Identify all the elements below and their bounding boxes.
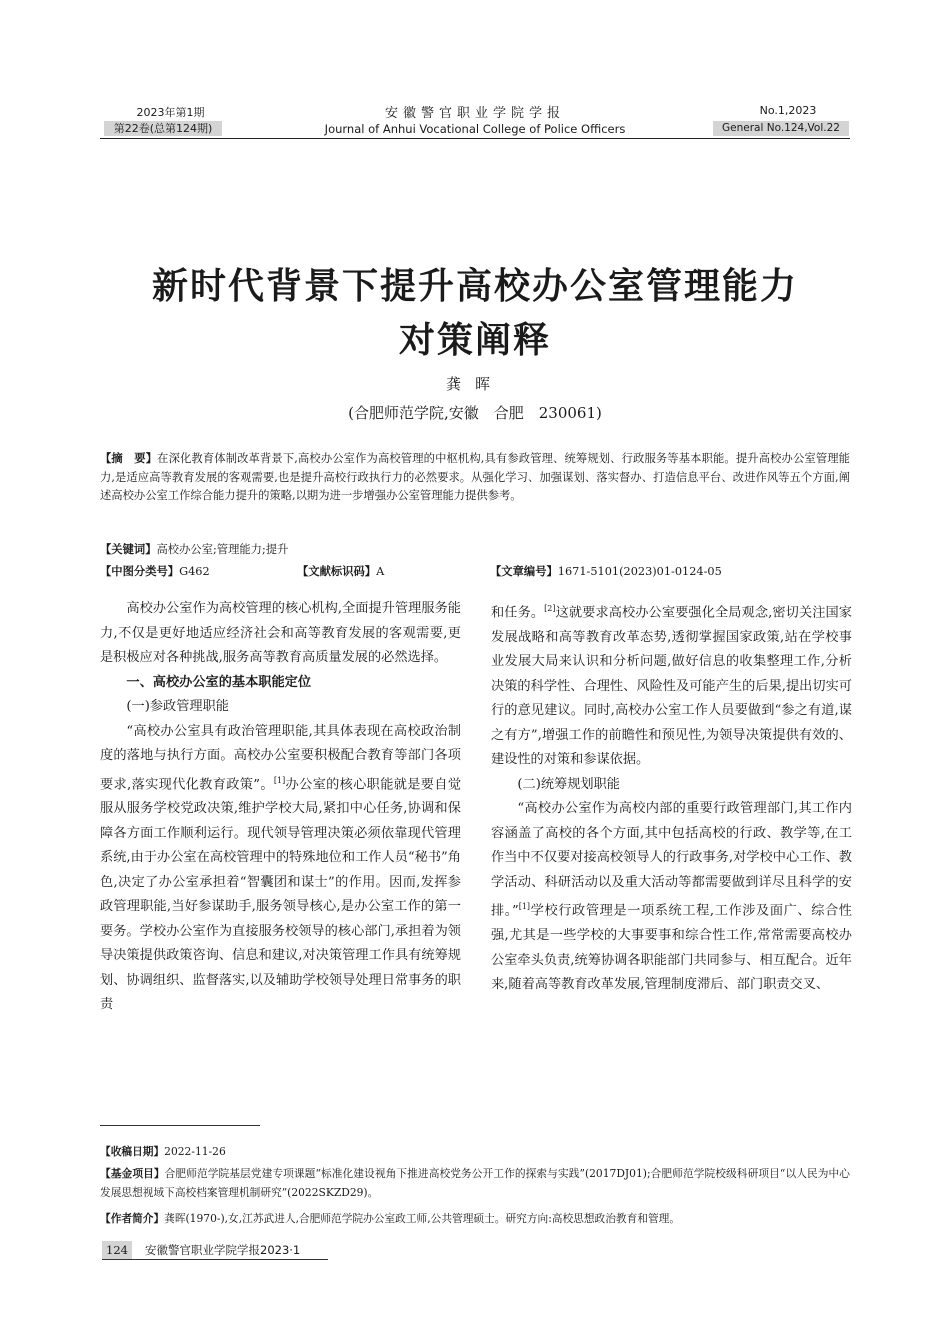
bio-label: 【作者简介】 (100, 1212, 165, 1225)
citation-ref: [2] (544, 604, 556, 613)
article-number-label: 【文章编号】 (490, 565, 558, 578)
document-code (297, 563, 384, 579)
body-paragraph (491, 797, 852, 997)
fund-label: 【基金项目】 (100, 1167, 165, 1180)
page-number: 124 (102, 1241, 132, 1260)
article-title-line2: 对策阐释 (398, 320, 551, 361)
journal-name-cn: 安徽警官职业学院学报 (384, 106, 565, 121)
issue-number: No.1,2023 (759, 104, 817, 117)
body-paragraph (100, 720, 461, 1018)
author-bio (100, 1210, 850, 1229)
paragraph-text: 和任务。 (491, 605, 545, 621)
paragraph-text: 办公室的核心职能就是要自觉服从服务学校党政决策,维护学校大局,紧扣中心任务,协调和保障各方面工作顺利运行。现代领导管理决策必须依靠现代管理系统,由于办公室在高校管理中的特殊地位和工作人员“秘书”角色,决定了办公室承担着“智囊团和谋士”的作用。因而,发挥参政管理职能,当好参谋助手,服务领导核心,是办公室工作的第一要务。学校办公室作为直接服务校领导的核心部门,承担着为领导决策提供政策咨询、信息和建议,对决策管理工作具有统筹规划、协调组织、监督落实,以及辅助学校领导处理日常事务的职责 (100, 776, 462, 1013)
section-heading: 一、高校办公室的基本职能定位 (126, 674, 312, 690)
paragraph-text: 这就要求高校办公室要强化全局观念,密切关注国家发展战略和高等教育改革态势,透彻掌握国家政策,站在学校事业发展大局来认识和分析问题,做好信息的收集整理工作,分析决策的科学性、合理性、风险性及可能产生的后果,提出切实可行的意见建议。同时,高校办公室工作人员要做到“参之有道,谋之有方”,增强工作的前瞻性和预见性,为领导决策提供有效的、建设性的对策和参谋依据。 (491, 605, 852, 768)
document-code-label: 【文献标识码】 (297, 565, 377, 578)
footnote-rule (100, 1125, 260, 1126)
citation-ref: [1] (518, 902, 531, 912)
keywords-label: 【关键词】 (100, 543, 157, 556)
paragraph-text: “高校办公室作为高校内部的重要行政管理部门,其工作内容涵盖了高校的各个方面,其中包括高校的行政、教学等,在工作当中不仅要对接高校领导人的行政事务,对学校中心工作、教学活动、科研活动以及重大活动等都需要做到详尽且科学的安排。” (491, 801, 852, 919)
journal-name-en: Journal of Anhui Vocational College of Police Officers (324, 122, 626, 136)
received-date (100, 1143, 850, 1162)
body-paragraph (491, 597, 852, 773)
abstract (100, 450, 850, 506)
abstract-label: 【摘 要】 (100, 452, 158, 465)
author-affiliation: (合肥师范学院,安徽 合肥 230061) (348, 404, 602, 422)
received-value: 2022-11-26 (164, 1145, 226, 1158)
subsection-heading: (一)参政管理职能 (126, 699, 229, 714)
fund-project (100, 1165, 850, 1202)
fund-value: 合肥师范学院基层党建专项课题“标准化建设视角下推进高校党务公开工作的探索与实践”(2017DJ01);合肥师范学院校级科研项目“以人民为中心发展思想视域下高校档案管理机制研究”(2022SKZD29)。 (100, 1167, 850, 1199)
bio-value: 龚晖(1970-),女,江苏武进人,合肥师范学院办公室政工师,公共管理硕士。研究方向:高校思想政治教育和管理。 (164, 1212, 681, 1225)
paragraph-text: “高校办公室具有政治管理职能,其具体表现在高校政治制度的落地与执行方面。高校办公室要积极配合教育等部门各项要求,落实现代化教育政策”。 (100, 723, 461, 792)
footer-rule (102, 1259, 328, 1260)
general-number: General No.124,Vol.22 (713, 121, 849, 136)
subsection-heading: (二)统筹规划职能 (517, 776, 620, 792)
keywords-text: 高校办公室;管理能力;提升 (156, 543, 289, 556)
header-rule (100, 138, 850, 139)
abstract-text: 在深化教育体制改革背景下,高校办公室作为高校管理的中枢机构,具有参政管理、统筹规划、行政服务等基本职能。提升高校办公室管理能力,是适应高等教育发展的客观需要,也是提升高校行政执行力的必然要求。从强化学习、加强谋划、落实督办、打造信息平台、改进作风等五个方面,阐述高校办公室工作综合能力提升的策略,以期为进一步增强办公室管理能力提供参考。 (100, 452, 850, 502)
citation-ref: [1] (273, 775, 286, 785)
body-paragraph: 高校办公室作为高校管理的核心机构,全面提升管理服务能力,不仅是更好地适应经济社会和高等教育发展的客观需要,更是积极应对各种挑战,服务高等教育高质量发展的必然选择。 (100, 601, 461, 665)
classification-value: G462 (179, 565, 210, 578)
article-number-value: 1671-5101(2023)01-0124-05 (557, 565, 722, 578)
footer-journal: 安徽警官职业学院学报2023·1 (145, 1243, 301, 1257)
body-column-right (491, 597, 852, 998)
received-label: 【收稿日期】 (100, 1145, 165, 1158)
paragraph-text: 学校行政管理是一项系统工程,工作涉及面广、综合性强,尤其是一些学校的大事要事和综合性工作,常常需要高校办公室牵头负责,统筹协调各职能部门共同参与、相互配合。近年来,随着高等教育改革发展,管理制度滞后、部门职责交叉、 (491, 903, 852, 993)
classification (100, 563, 210, 579)
author-name: 龚晖 (445, 375, 504, 393)
keywords (100, 541, 288, 557)
body-column-left (100, 597, 461, 1018)
article-title-line1: 新时代背景下提升高校办公室管理能力 (151, 266, 798, 307)
issue-label: 2023年第1期 (136, 106, 205, 119)
article-number (490, 563, 722, 579)
document-code-value: A (376, 565, 385, 578)
volume-label: 第22卷(总第124期) (104, 121, 222, 136)
classification-label: 【中图分类号】 (100, 565, 180, 578)
